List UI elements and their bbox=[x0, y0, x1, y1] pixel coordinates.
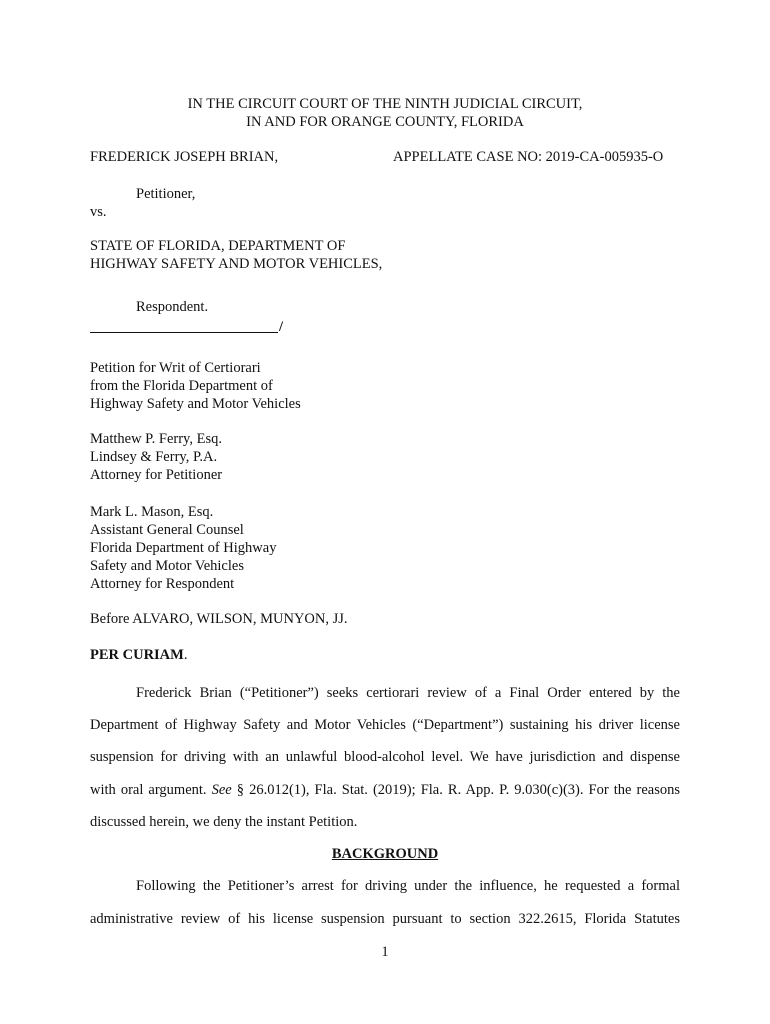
counsel-line: Matthew P. Ferry, Esq. bbox=[90, 431, 222, 447]
opinion-line: administrative review of his license suspension pursuant to section 322.2615, Florida Statutes bbox=[90, 911, 680, 927]
petitioner-label: Petitioner, bbox=[136, 186, 196, 202]
petitioner-counsel-block bbox=[90, 430, 222, 484]
counsel-line: Assistant General Counsel bbox=[90, 522, 244, 538]
versus: vs. bbox=[90, 204, 107, 220]
case-number: APPELLATE CASE NO: 2019-CA-005935-O bbox=[393, 149, 664, 165]
court-name-line-2: IN AND FOR ORANGE COUNTY, FLORIDA bbox=[246, 114, 524, 130]
counsel-line: Attorney for Respondent bbox=[90, 576, 235, 592]
petitioner-name: FREDERICK JOSEPH BRIAN, bbox=[90, 149, 279, 165]
respondent-label: Respondent. bbox=[136, 299, 209, 315]
court-name-line-1: IN THE CIRCUIT COURT OF THE NINTH JUDICIAL CIRCUIT, bbox=[187, 96, 583, 112]
opinion-line: suspension for driving with an unlawful blood-alcohol level. We have jurisdiction and dispense bbox=[90, 749, 680, 765]
per-curiam-period: . bbox=[183, 647, 188, 663]
petition-line: from the Florida Department of bbox=[90, 378, 273, 394]
citation-signal: See bbox=[211, 782, 232, 798]
counsel-line: Florida Department of Highway bbox=[90, 540, 277, 556]
panel-line: Before ALVARO, WILSON, MUNYON, JJ. bbox=[90, 611, 348, 627]
opinion-line: discussed herein, we deny the instant Petition. bbox=[90, 814, 358, 830]
page-number: 1 bbox=[381, 944, 389, 960]
petition-line: Highway Safety and Motor Vehicles bbox=[90, 396, 301, 412]
counsel-line: Mark L. Mason, Esq. bbox=[90, 504, 214, 520]
respondent-counsel-block bbox=[90, 503, 276, 593]
caption-rule bbox=[90, 332, 278, 333]
opinion-line: Department of Highway Safety and Motor Vehicles (“Department”) sustaining his driver license bbox=[90, 717, 680, 733]
background-heading: BACKGROUND bbox=[331, 846, 439, 862]
respondent-name-line-2: HIGHWAY SAFETY AND MOTOR VEHICLES, bbox=[90, 256, 383, 272]
petition-line: Petition for Writ of Certiorari bbox=[90, 360, 261, 376]
counsel-line: Safety and Motor Vehicles bbox=[90, 558, 244, 574]
counsel-line: Attorney for Petitioner bbox=[90, 467, 223, 483]
opinion-line: Following the Petitioner’s arrest for driving under the influence, he requested a formal bbox=[136, 878, 680, 894]
petition-block bbox=[90, 359, 301, 413]
respondent-name-line-1: STATE OF FLORIDA, DEPARTMENT OF bbox=[90, 238, 346, 254]
caption-slash: / bbox=[279, 319, 284, 335]
per-curiam-label: PER CURIAM bbox=[90, 647, 184, 663]
opinion-text: with oral argument. bbox=[90, 782, 212, 798]
per-curiam-heading bbox=[90, 646, 187, 664]
opinion-line: Frederick Brian (“Petitioner”) seeks certiorari review of a Final Order entered by the bbox=[136, 685, 680, 701]
counsel-line: Lindsey & Ferry, P.A. bbox=[90, 449, 218, 465]
opinion-line bbox=[90, 781, 680, 799]
opinion-text: § 26.012(1), Fla. Stat. (2019); Fla. R. App. P. 9.030(c)(3). For the reasons bbox=[231, 782, 680, 798]
